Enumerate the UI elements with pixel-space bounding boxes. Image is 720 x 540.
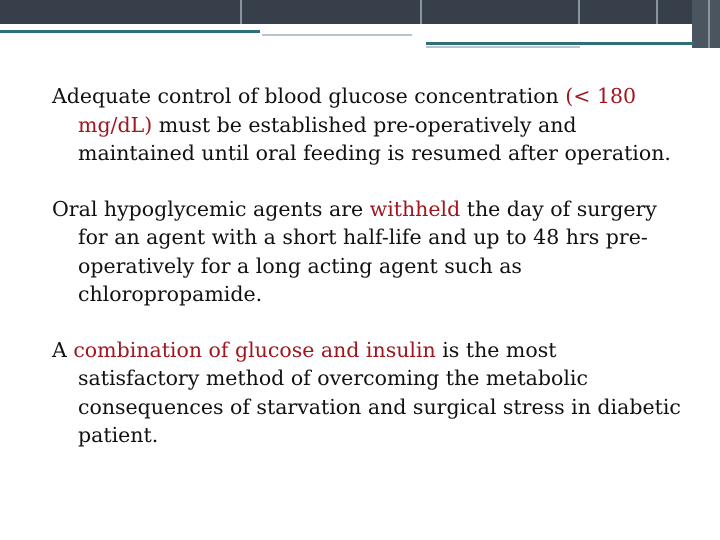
paragraph-glucose-insulin [52,336,682,450]
highlight-glucose-insulin: combination of glucose and insulin [73,337,436,362]
header-band [0,0,720,24]
header-accent-line [426,46,580,48]
paragraph-oral-agents [52,195,682,309]
header-corner-line [708,0,710,48]
text-segment: must be established pre-operatively and maintained until oral feeding is resumed after operation. [78,112,671,165]
header-corner-block [692,0,720,48]
text-segment: Oral hypoglycemic agents are [52,196,370,221]
header-accent-line [262,34,412,36]
text-segment: is the most satisfactory method of overcoming the metabolic consequences of starvation and surgical stress in diabetic patient. [78,337,681,447]
highlight-withheld: withheld [369,196,461,221]
text-segment: Adequate control of blood glucose concentration [52,84,566,108]
header-accent-line [0,30,260,33]
header-divider [420,0,422,24]
highlight-glucose-target: (< 180 mg/dL) [78,84,637,137]
header-accent-line [426,42,694,45]
text-segment: the day of surgery for an agent with a short half-life and up to 48 hrs pre-operatively for a long acting agent such as chloropropamide. [78,196,657,306]
header-divider [578,0,580,24]
header-divider [240,0,242,24]
text-segment: A [52,337,74,362]
header-divider [656,0,658,24]
paragraph-glucose-control [52,82,682,168]
slide-body [52,82,682,477]
